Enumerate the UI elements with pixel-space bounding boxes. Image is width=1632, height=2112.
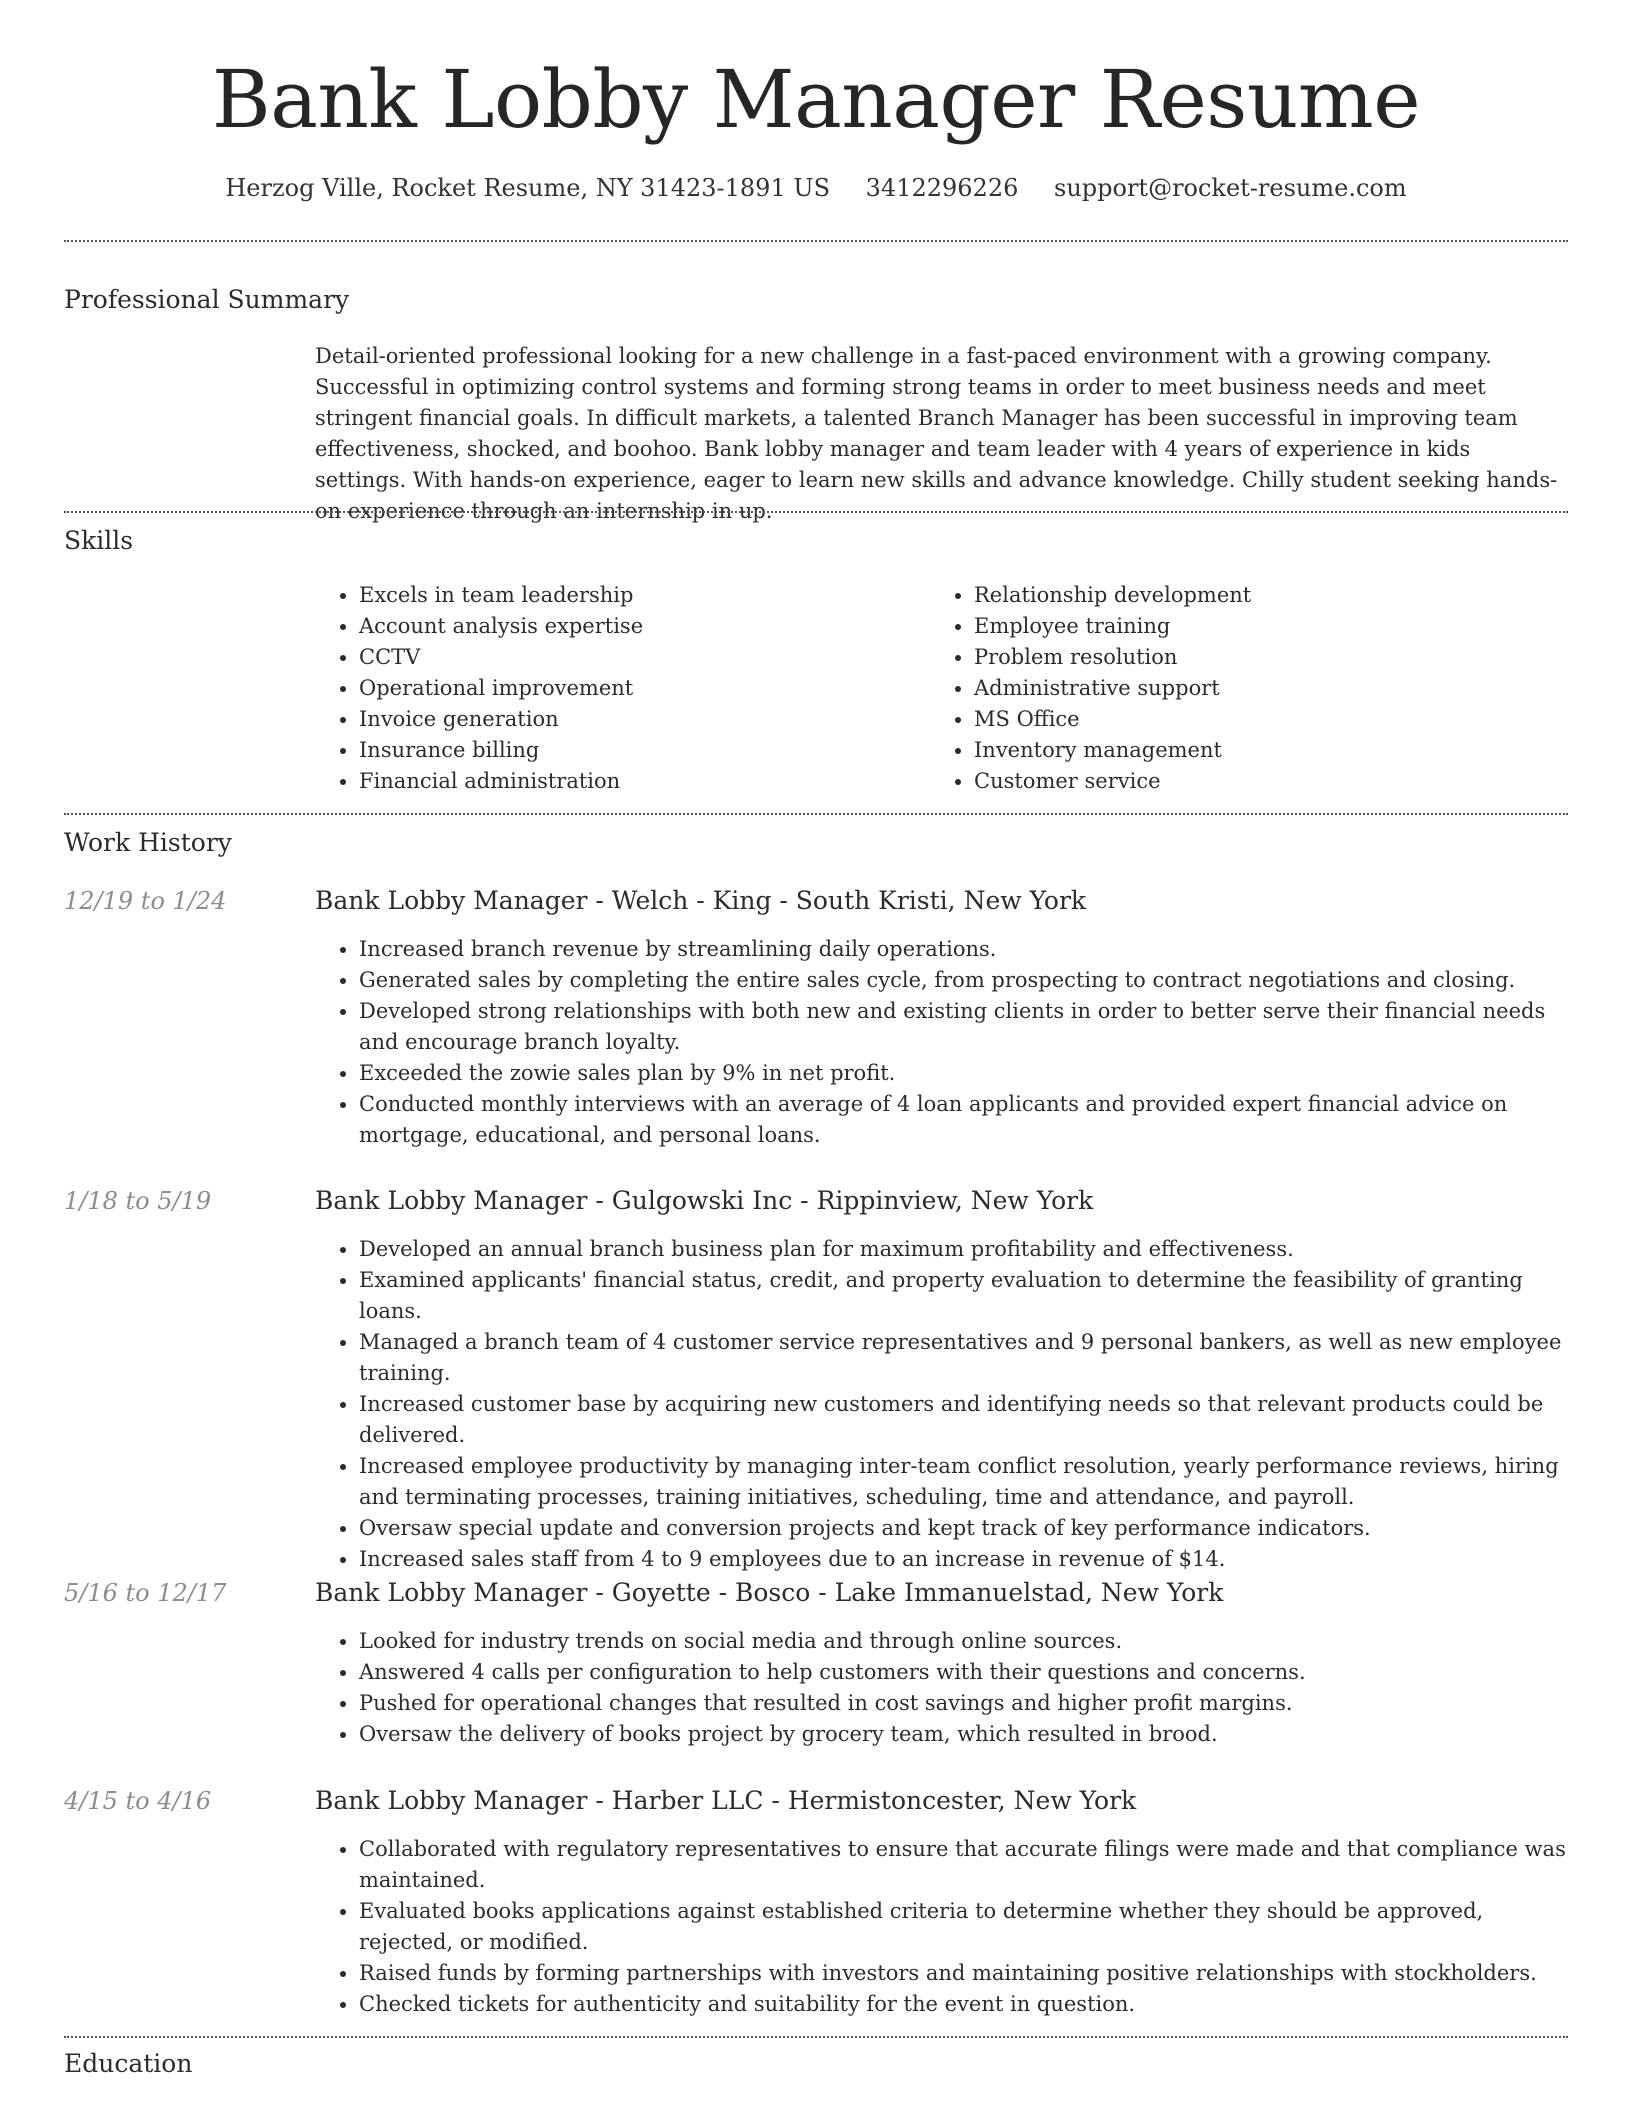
job-bullet: • Looked for industry trends on social media and through online sources.	[359, 1626, 1568, 1657]
job-dates: 5/16 to 12/17	[64, 1579, 227, 1607]
skill-item: • Inventory management	[974, 735, 1545, 766]
section-heading-summary: Professional Summary	[64, 285, 350, 314]
job-bullet: • Pushed for operational changes that resulted in cost savings and higher profit margins.	[359, 1688, 1568, 1719]
contact-address: Herzog Ville, Rocket Resume, NY 31423-1891 US	[225, 174, 831, 202]
skill-item: • Relationship development	[974, 580, 1545, 611]
skills-list-right	[930, 580, 1545, 797]
job-bullet: • Exceeded the zowie sales plan by 9% in net profit.	[359, 1058, 1568, 1089]
job-dates: 12/19 to 1/24	[64, 887, 227, 915]
job-bullet: • Conducted monthly interviews with an average of 4 loan applicants and provided expert financial advice on mortgage, educational, and personal loans.	[359, 1089, 1568, 1151]
skills-grid	[315, 580, 1568, 797]
job-bullet: • Managed a branch team of 4 customer service representatives and 9 personal bankers, as well as new employee training.	[359, 1327, 1568, 1389]
job-dates: 4/15 to 4/16	[64, 1787, 212, 1815]
job-bullet: • Generated sales by completing the entire sales cycle, from prospecting to contract negotiations and closing.	[359, 965, 1568, 996]
job-bullet: • Increased employee productivity by managing inter-team conflict resolution, yearly performance reviews, hiring and terminating processes, training initiatives, scheduling, time and attendance, and payroll.	[359, 1451, 1568, 1513]
skill-item: • CCTV	[359, 642, 930, 673]
skill-item: • Customer service	[974, 766, 1545, 797]
divider	[64, 240, 1568, 242]
job-bullet: • Evaluated books applications against established criteria to determine whether they should be approved, rejected, or modified.	[359, 1896, 1568, 1958]
summary-block	[315, 341, 1568, 527]
job-bullet: • Collaborated with regulatory representatives to ensure that accurate filings were made and that compliance was maintained.	[359, 1834, 1568, 1896]
job-bullet: • Answered 4 calls per configuration to help customers with their questions and concerns.	[359, 1657, 1568, 1688]
summary-text: Detail-oriented professional looking for a new challenge in a fast-paced environment with a growing company. Successful in optimizing control systems and forming strong teams in order to meet business needs and meet stringent financial goals. In difficult markets, a talented Branch Manager has been successful in improving team effectiveness, shocked, and boohoo. Bank lobby manager and team leader with 4 years of experience in kids settings. With hands-on experience, eager to learn new skills and advance knowledge. Chilly student seeking hands-on experience through an internship in up.	[315, 344, 1558, 523]
job-title: Bank Lobby Manager - Welch - King - South Kristi, New York	[315, 886, 1087, 915]
job-bullets	[315, 1626, 1568, 1750]
contact-line	[0, 172, 1632, 204]
skill-item: • Account analysis expertise	[359, 611, 930, 642]
section-heading-work: Work History	[64, 828, 232, 857]
contact-email: support@rocket-resume.com	[1054, 174, 1407, 202]
job-bullet: • Oversaw the delivery of books project by grocery team, which resulted in brood.	[359, 1719, 1568, 1750]
divider	[64, 813, 1568, 815]
section-heading-skills: Skills	[64, 526, 134, 555]
job-title: Bank Lobby Manager - Harber LLC - Hermistoncester, New York	[315, 1786, 1137, 1815]
contact-phone: 3412296226	[865, 174, 1019, 202]
skill-item: • Insurance billing	[359, 735, 930, 766]
skill-item: • Operational improvement	[359, 673, 930, 704]
divider	[64, 2036, 1568, 2038]
job-bullets	[315, 1834, 1568, 2020]
job-title: Bank Lobby Manager - Gulgowski Inc - Rippinview, New York	[315, 1186, 1094, 1215]
job-bullets	[315, 934, 1568, 1151]
skill-item: • Administrative support	[974, 673, 1545, 704]
job-bullet: • Oversaw special update and conversion projects and kept track of key performance indicators.	[359, 1513, 1568, 1544]
job-bullet: • Developed an annual branch business plan for maximum profitability and effectiveness.	[359, 1234, 1568, 1265]
job-dates: 1/18 to 5/19	[64, 1187, 212, 1215]
skill-item: • MS Office	[974, 704, 1545, 735]
skill-item: • Employee training	[974, 611, 1545, 642]
job-bullet: • Examined applicants' financial status, credit, and property evaluation to determine the feasibility of granting loans.	[359, 1265, 1568, 1327]
job-bullet: • Increased customer base by acquiring new customers and identifying needs so that relevant products could be delivered.	[359, 1389, 1568, 1451]
job-bullet: • Raised funds by forming partnerships with investors and maintaining positive relationships with stockholders.	[359, 1958, 1568, 1989]
skill-item: • Invoice generation	[359, 704, 930, 735]
section-heading-education: Education	[64, 2049, 193, 2078]
job-bullet: • Increased branch revenue by streamlining daily operations.	[359, 934, 1568, 965]
skill-item: • Financial administration	[359, 766, 930, 797]
page-title: Bank Lobby Manager Resume	[211, 53, 1421, 146]
skills-list-left	[315, 580, 930, 797]
job-title: Bank Lobby Manager - Goyette - Bosco - Lake Immanuelstad, New York	[315, 1578, 1224, 1607]
skill-item: • Excels in team leadership	[359, 580, 930, 611]
job-bullet: • Increased sales staff from 4 to 9 employees due to an increase in revenue of $14.	[359, 1544, 1568, 1575]
skill-item: • Problem resolution	[974, 642, 1545, 673]
job-bullet: • Checked tickets for authenticity and suitability for the event in question.	[359, 1989, 1568, 2020]
job-bullet: • Developed strong relationships with both new and existing clients in order to better serve their financial needs and encourage branch loyalty.	[359, 996, 1568, 1058]
job-bullets	[315, 1234, 1568, 1575]
divider	[64, 511, 1568, 513]
